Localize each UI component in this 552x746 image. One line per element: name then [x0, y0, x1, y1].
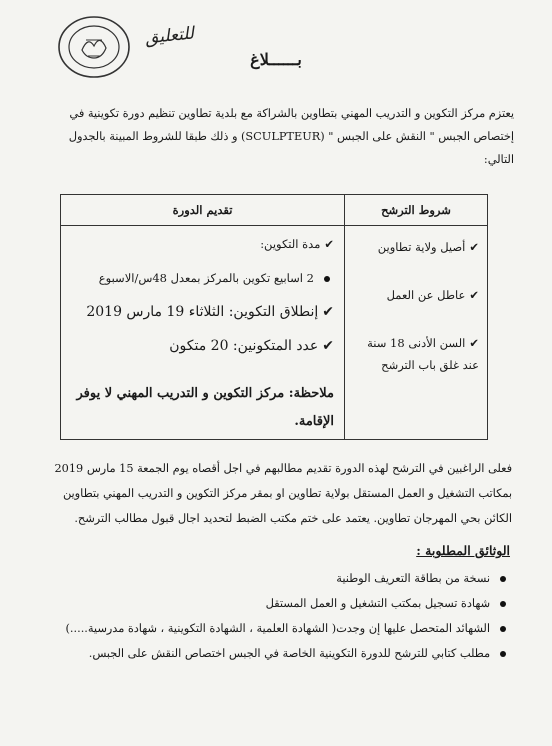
requirements-header: شروط الترشح: [345, 195, 488, 226]
requirement-item: ✔السن الأدنى 18 سنة عند غلق باب الترشح: [367, 336, 479, 372]
duration-item: ✔مدة التكوين:: [260, 237, 334, 251]
requirements-cell: [345, 226, 488, 440]
required-documents-title: الوثائق المطلوبة :: [416, 543, 510, 558]
intro-paragraph: يعتزم مركز التكوين و التدريب المهني بتطاوين بالشراكة مع بلدية تطاوين تنظيم دورة تكوينية في إختصاص الجبس " النقش على الجبس " (SCULPTEUR) و ذلك طبقا للشروط المبينة بالجدول التالي:: [68, 107, 514, 166]
requirement-item: ✔أصيل ولاية تطاوين: [377, 240, 479, 254]
requirement-item: ✔عاطل عن العمل: [386, 288, 479, 302]
official-seal-icon: [56, 14, 132, 80]
training-cell: [61, 226, 345, 440]
document-item: نسخة من بطاقة التعريف الوطنية: [40, 568, 508, 590]
accommodation-note: ملاحظة: مركز التكوين و التدريب المهني لا يوفر الإقامة.: [76, 386, 334, 429]
document-item: شهادة تسجيل بمكتب التشغيل و العمل المستقل: [40, 593, 508, 615]
document-item: الشهائد المتحصل عليها إن وجدت( الشهادة العلمية ، الشهادة التكوينية ، شهادة مدرسية.....): [40, 618, 508, 640]
duration-detail: 2 اسابيع تكوين بالمركز بمعدل 48س/الاسبوع: [69, 268, 334, 288]
checkmark-icon: ✔: [324, 237, 334, 251]
required-documents-list: [40, 568, 508, 668]
checkmark-icon: ✔: [469, 288, 479, 302]
training-header: تقديم الدورة: [61, 195, 345, 226]
checkmark-icon: ✔: [469, 336, 479, 350]
start-date-item: ✔إنطلاق التكوين: الثلاثاء 19 مارس 2019: [86, 304, 334, 320]
trainees-item: ✔عدد المتكونين: 20 متكون: [169, 338, 334, 354]
document-title: بــــــلاغ: [250, 50, 302, 69]
checkmark-icon: ✔: [322, 304, 334, 320]
checkmark-icon: ✔: [469, 240, 479, 254]
document-item: مطلب كتابي للترشح للدورة التكوينية الخاصة في الجبس اختصاص النقش على الجبس.: [40, 643, 508, 665]
conditions-table: [60, 194, 488, 440]
application-paragraph: فعلى الراغبين في الترشح لهذه الدورة تقديم مطالبهم في اجل أقصاه يوم الجمعة 15 مارس 2019 بمكاتب التشغيل و العمل المستقل بولاية تطاوين او بمقر مركز التكوين و التدريب المهني بتطاوين الكائن بحي المهرجان تطاوين. يعتمد على ختم مكتب الضبط لتحديد اجال قبول مطالب الترشح.: [54, 462, 512, 525]
checkmark-icon: ✔: [322, 338, 334, 354]
handwritten-note: للتعليق: [144, 23, 195, 49]
